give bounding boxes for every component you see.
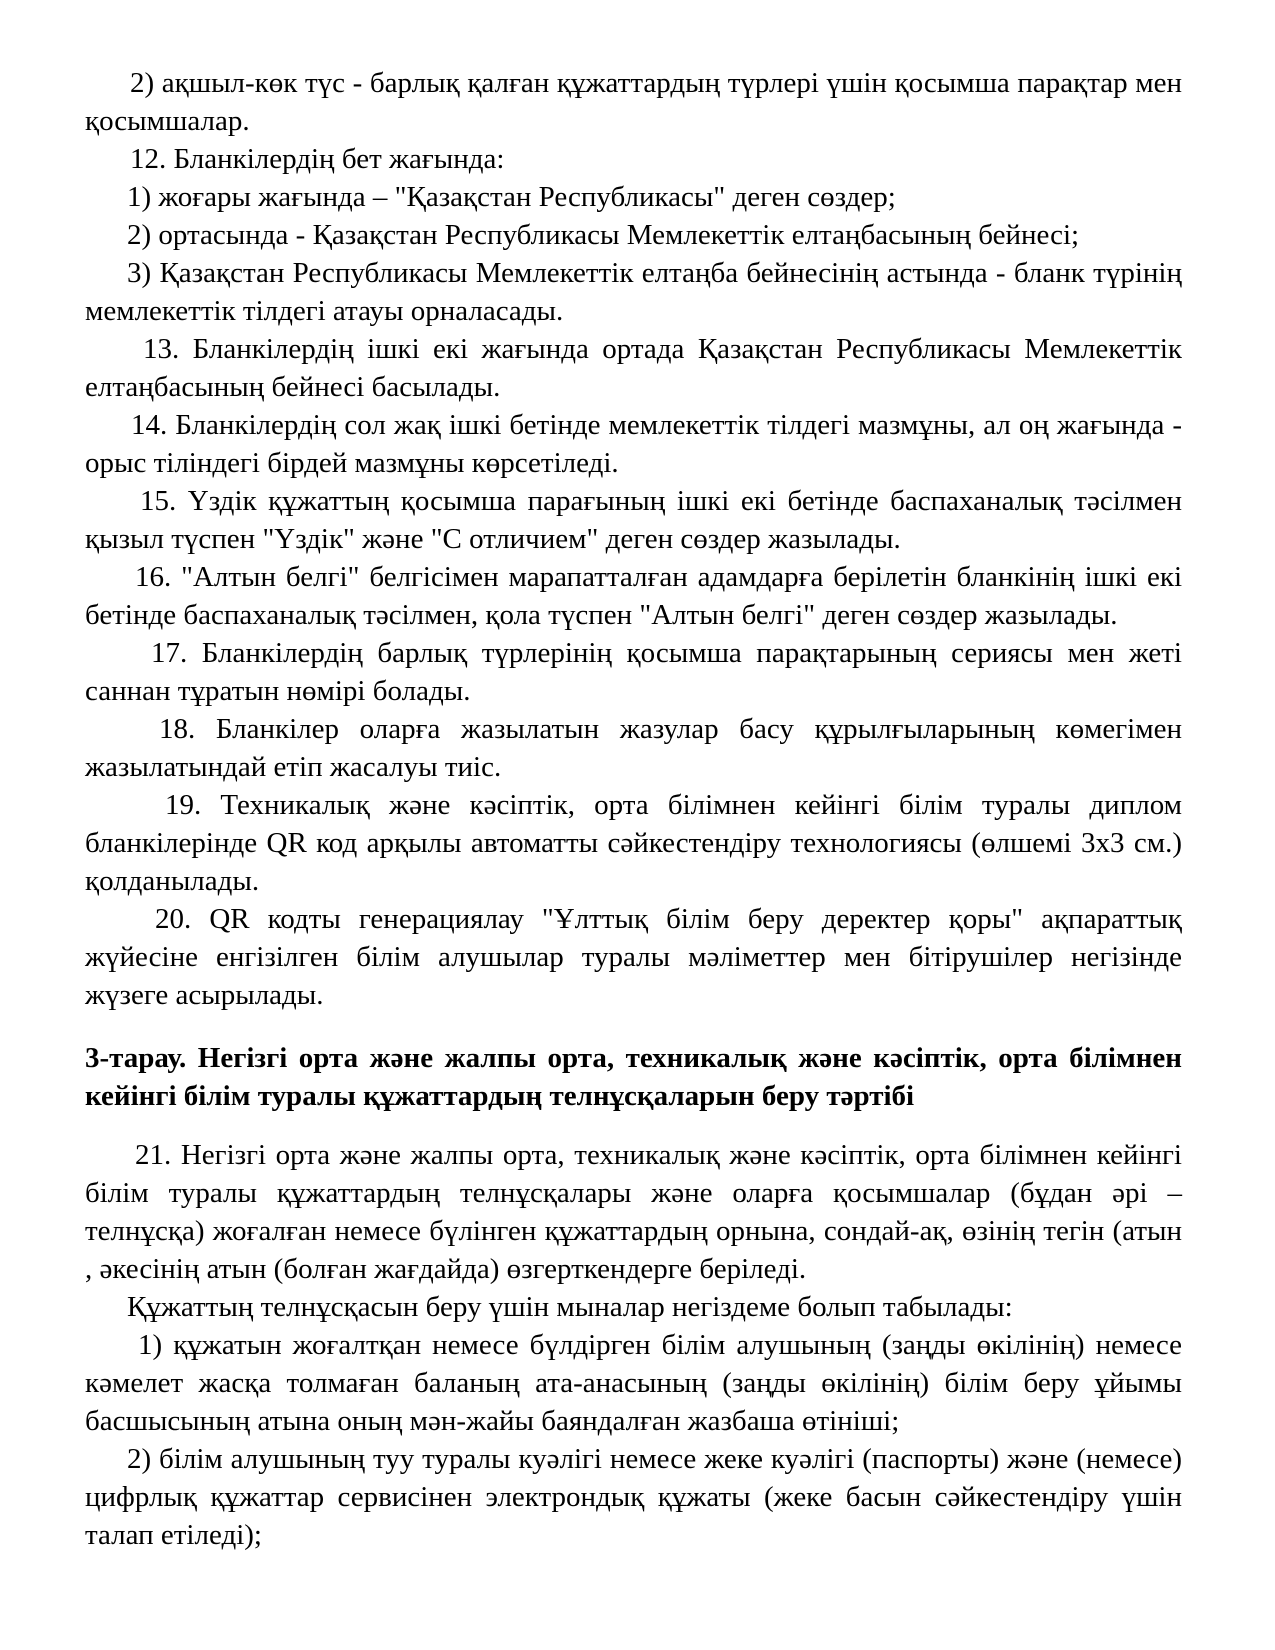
- chapter-heading: 3-тарау. Негізгі орта және жалпы орта, техникалық және кәсіптік, орта білімнен кейінгі білім туралы құжаттардың телнұсқаларын беру тәртібі: [85, 1042, 1182, 1112]
- paragraph: 19. Техникалық және кәсіптік, орта білімнен кейінгі білім туралы диплом бланкілерінде QR код арқылы автоматты сәйкестендіру технологиясы (өлшемі 3х3 см.) қолданылады.: [85, 789, 1182, 897]
- paragraph: 21. Негізгі орта және жалпы орта, техникалық және кәсіптік, орта білімнен кейінгі білім туралы құжаттардың телнұсқалары және оларға қосымшалар (бұдан әрі – телнұсқа) жоғалған немесе бүлінген құжаттардың орнына, сондай-ақ, өзінің тегін (атын , әкесінің атын (болған жағдайда) өзгерткендерге беріледі.: [85, 1139, 1182, 1285]
- paragraph: 3) Қазақстан Республикасы Мемлекеттік елтаңба бейнесінің астында - бланк түрінің мемлекеттік тілдегі атауы орналасады.: [85, 257, 1182, 327]
- paragraph: 18. Бланкілер оларға жазылатын жазулар басу құрылғыларының көмегімен жазылатындай етіп жасалуы тиіс.: [85, 713, 1182, 783]
- paragraph: 2) ортасында - Қазақстан Республикасы Мемлекеттік елтаңбасының бейнесі;: [127, 219, 1080, 251]
- paragraph: 17. Бланкілердің барлық түрлерінің қосымша парақтарының сериясы мен жеті саннан тұратын нөмірі болады.: [85, 637, 1182, 707]
- paragraph: 16. "Алтын белгі" белгісімен марапатталған адамдарға берілетін бланкінің ішкі екі бетінде баспаханалық тәсілмен, қола түспен "Алтын белгі" деген сөздер жазылады.: [85, 561, 1182, 631]
- paragraph: 2) білім алушының туу туралы куәлігі немесе жеке куәлігі (паспорты) және (немесе) цифрлық құжаттар сервисінен электрондық құжаты (жеке басын сәйкестендіру үшін талап етіледі);: [85, 1443, 1182, 1551]
- paragraph: 15. Үздік құжаттың қосымша парағының ішкі екі бетінде баспаханалық тәсілмен қызыл түспен "Үздік" және "С отличием" деген сөздер жазылады.: [85, 485, 1182, 555]
- document-content: [85, 64, 1182, 1554]
- paragraph: 2) ақшыл-көк түс - барлық қалған құжаттардың түрлері үшін қосымша парақтар мен қосымшалар.: [85, 67, 1182, 137]
- paragraph: 12. Бланкілердің бет жағында:: [130, 143, 505, 175]
- paragraph: 14. Бланкілердің сол жақ ішкі бетінде мемлекеттік тілдегі мазмұны, ал оң жағында - орыс тіліндегі бірдей мазмұны көрсетіледі.: [85, 409, 1182, 479]
- paragraph: Құжаттың телнұсқасын беру үшін мыналар негіздеме болып табылады:: [127, 1291, 1013, 1323]
- paragraph: 1) жоғары жағында – "Қазақстан Республикасы" деген сөздер;: [127, 181, 896, 213]
- paragraph: 13. Бланкілердің ішкі екі жағында ортада Қазақстан Республикасы Мемлекеттік елтаңбасының бейнесі басылады.: [85, 333, 1182, 403]
- paragraph: 20. QR кодты генерациялау "Ұлттық білім беру деректер қоры" ақпараттық жүйесіне енгізілген білім алушылар туралы мәліметтер мен бітірушілер негізінде жүзеге асырылады.: [85, 903, 1182, 1011]
- paragraph: 1) құжатын жоғалтқан немесе бүлдірген білім алушының (заңды өкілінің) немесе кәмелет жасқа толмаған баланың ата-анасының (заңды өкілінің) білім беру ұйымы басшысының атына оның мән-жайы баяндалған жазбаша өтініші;: [85, 1329, 1182, 1437]
